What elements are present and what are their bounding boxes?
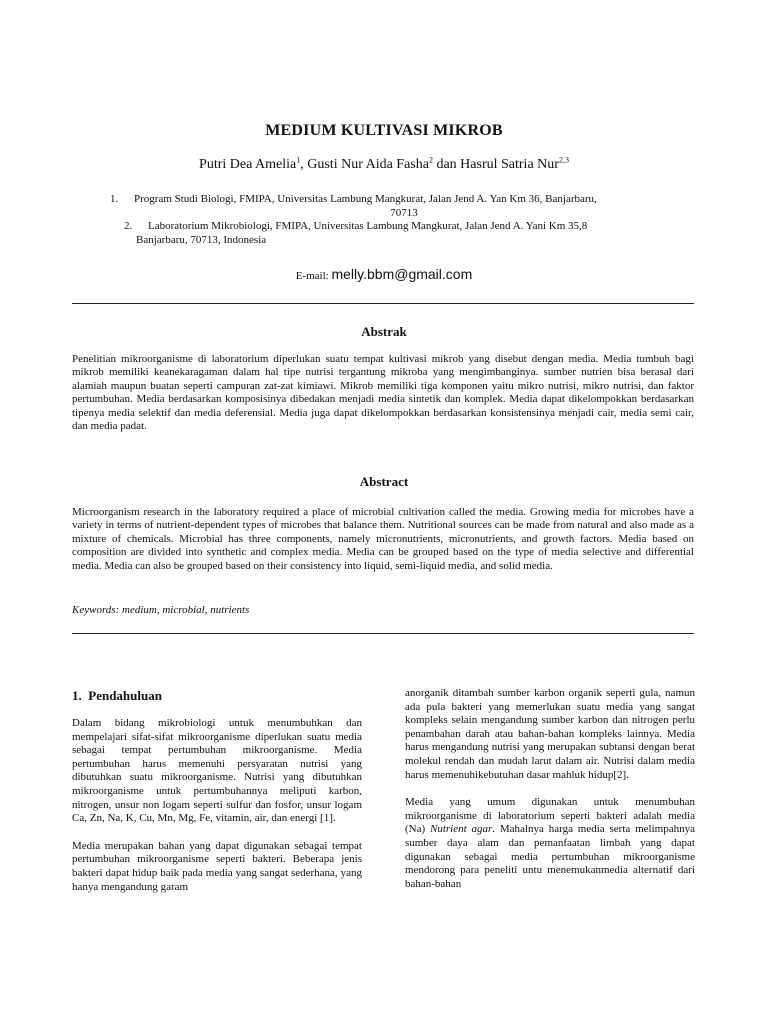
affiliation-item xyxy=(110,192,670,220)
keywords: Keywords: medium, microbial, nutrients xyxy=(72,604,250,616)
section-title: Pendahuluan xyxy=(88,688,162,703)
author-affiliation-mark: 1 xyxy=(296,155,301,165)
author-affiliation-mark: 2,3 xyxy=(558,155,569,165)
abstract-heading: Abstract xyxy=(359,474,409,489)
author-affiliation-mark: 2 xyxy=(428,155,433,165)
affiliation-text: Laboratorium Mikrobiologi, FMIPA, Universitas Lambung Mangkurat, Jalan Jend A. Yani Km 35,8 xyxy=(148,220,588,232)
section-number: 1. xyxy=(72,688,82,703)
paragraph xyxy=(405,796,695,891)
author-name: , Gusti Nur Aida Fasha xyxy=(300,157,429,172)
abstrak-heading: Abstrak xyxy=(361,324,407,339)
divider-top xyxy=(72,303,694,304)
email-address: melly.bbm@gmail.com xyxy=(331,266,473,282)
author-list xyxy=(0,157,768,173)
author-name: dan Hasrul Satria Nur xyxy=(432,157,559,172)
affiliation-text-cont: 70713 xyxy=(390,207,418,219)
divider-bottom xyxy=(72,633,694,634)
paragraph-text: Media yang umum digunakan untuk menumbuhan mikroorganisme di laboratorium seperti bakteri adalah media (Na) xyxy=(405,796,695,836)
section-heading xyxy=(72,688,162,704)
paper-title: MEDIUM KULTIVASI MIKROB xyxy=(265,122,503,139)
affiliation-text: Program Studi Biologi, FMIPA, Universitas Lambung Mangkurat, Jalan Jend A. Yan Km 36, Banjarbaru, xyxy=(134,193,597,205)
emphasis-text: Nutrient agar xyxy=(430,823,493,836)
right-column xyxy=(405,687,695,891)
affiliation-text-cont: Banjarbaru, 70713, Indonesia xyxy=(136,234,267,246)
paragraph: Media merupakan bahan yang dapat digunakan sebagai tempat pertumbuhan mikroorganisme seperti bakteri. Beberapa jenis bakteri dapat hidup baik pada media yang sangat sederhana, yang hanya mengandung garam xyxy=(72,839,362,893)
affiliation-number: 2. xyxy=(124,220,133,232)
affiliation-number: 1. xyxy=(110,193,119,205)
email-line xyxy=(0,266,768,282)
left-column xyxy=(72,717,362,894)
email-label: E-mail: xyxy=(295,270,332,282)
author-name: Putri Dea Amelia xyxy=(199,157,297,172)
paragraph: anorganik ditambah sumber karbon organik seperti gula, namun ada pula bakteri yang memerlukan suatu media yang sangat kompleks selain mengandung sumber karbon dan nitrogen perlu penambahan darah atau bahan-bahan kompleks lainnya. Media harus mengandung nutrisi yang merupakan subtansi dengan berat molekul rendah dan mudah larut dalam air. Nutrisi dalam media harus memenuhikebutuhan dasar mahluk hidup[2]. xyxy=(405,687,695,781)
paragraph: Dalam bidang mikrobiologi untuk menumbuhkan dan mempelajari sifat-sifat mikroorganisme diperlukan suatu media sebagai tempat pertumbuhan mikroorganisme. Media pertumbuhan harus memenuhi persyaratan nutrisi yang dibutuhkan suatu mikroorganisme. Nutrisi yang dibutuhkan mikroorganisme untuk pertumbuhannya meliputi karbon, nitrogen, unsur non logam seperti sulfur dan fosfor, unsur logam Ca, Zn, Na, K, Cu, Mn, Mg, Fe, vitamin, air, dan energi [1]. xyxy=(72,717,362,825)
paragraph-text: . Mahalnya harga media serta melimpahnya sumber daya alam dan pemanfaatan limbah yang dapat digunakan sebagai media pertumbuhan mikroorganisme mendorong para peneliti untu menemukanmedia alternatif dari bahan-bahan xyxy=(405,823,695,890)
abstract-text: Microorganism research in the laboratory required a place of microbial cultivation called the media. Growing media for microbes have a variety in terms of nutrient-dependent types of microbes that balance them. Nutritional sources can be made from natural and also made as a mixture of chemicals. Microbial has three components, namely micronutrients, micronutrients, and growth factors. Media based on composition are divided into synthetic and complex media. Media can be grouped based on the type of media selective and differential media. Media can also be grouped based on their consistency into liquid, semi-liquid media, and solid media. xyxy=(72,506,694,572)
abstrak-text: Penelitian mikroorganisme di laboratorium diperlukan suatu tempat kultivasi mikrob yang disebut dengan media. Media tumbuh bagi mikrob memiliki keanekaragaman dalam hal tipe nutrisi tergantung mikroba yang mengimbanginya. sumber nutrien bisa berasal dari alamiah maupun buatan seperti campuran zat-zat kimiawi. Mikrob memiliki tiga komponen yaitu mikro nutrisi, mikro nutrisi, dan faktor pertumbuhan. Media berdasarkan komposisinya dibedakan menjadi media sintetik dan komplek. Media dapat dikelompokkan berdasarkan tipenya media selektif dan media deferensial. Media juga dapat dikelompokkan berdasarkan konsistensinya menjadi cair, media semi cair, dan media padat. xyxy=(72,353,694,433)
affiliation-item xyxy=(126,219,686,247)
